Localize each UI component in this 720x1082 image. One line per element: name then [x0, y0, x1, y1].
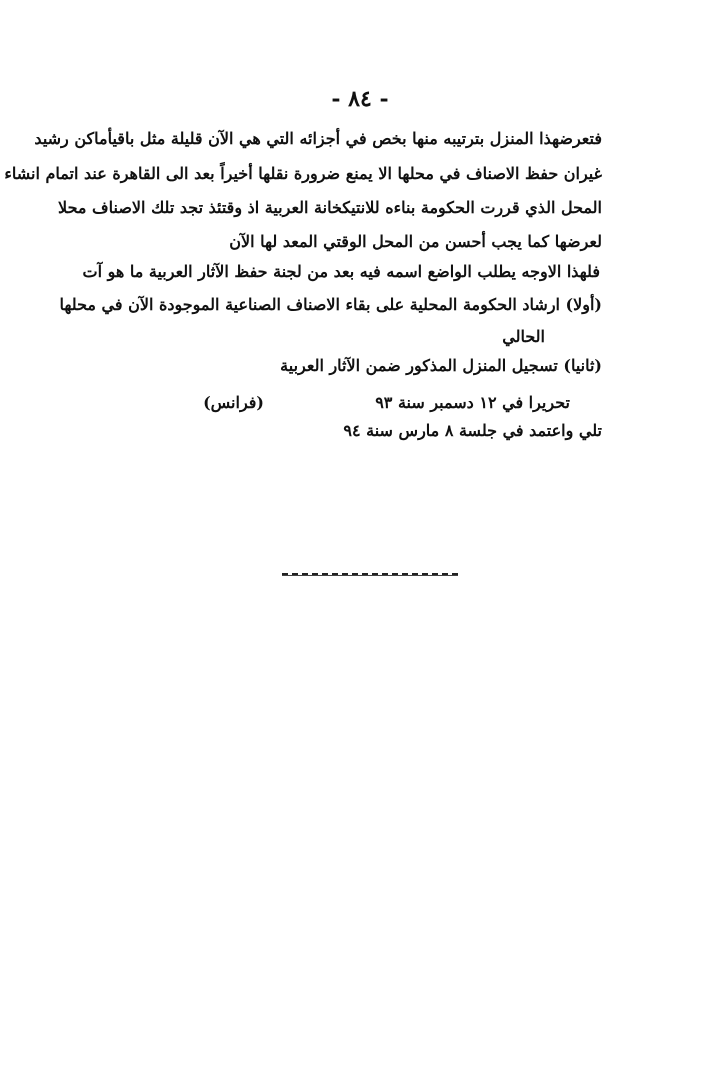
- page-number: - ٨٤ -: [331, 86, 389, 112]
- item-second-line: (ثانيا) تسجيل المنزل المذكور ضمن الآثار العربية: [280, 356, 602, 375]
- body-line-3: المحل الذي قررت الحكومة بناءه للانتيكخانة العربية اذ وقتئذ تجد تلك الاصناف محلا: [58, 198, 602, 217]
- item-first-continuation: الحالي: [502, 327, 545, 346]
- section-divider: [282, 573, 458, 576]
- body-line-2: غيران حفظ الاصناف في محلها الا يمنع ضرورة نقلها أخيراً بعد الى القاهرة عند اتمام انشاء: [4, 164, 602, 183]
- item-first-line: (أولا) ارشاد الحكومة المحلية على بقاء الاصناف الصناعية الموجودة الآن في محلها: [59, 295, 602, 314]
- body-line-5: فلهذا الاوجه يطلب الواضع اسمه فيه بعد من لجنة حفظ الآثار العربية ما هو آت: [82, 262, 600, 281]
- signature-name: (فرانس): [203, 393, 264, 412]
- body-line-1: فتعرضهذا المنزل بترتيبه منها بخص في أجزائه التي هي الآن قليلة مثل باقيأماكن رشيد: [34, 129, 602, 148]
- signature-row: [0, 393, 720, 417]
- approval-note: تلي واعتمد في جلسة ٨ مارس سنة ٩٤: [343, 421, 602, 440]
- signature-date: تحريرا في ١٢ دسمبر سنة ٩٣: [375, 393, 570, 412]
- body-line-4: لعرضها كما يجب أحسن من المحل الوقتي المعد لها الآن: [229, 232, 602, 251]
